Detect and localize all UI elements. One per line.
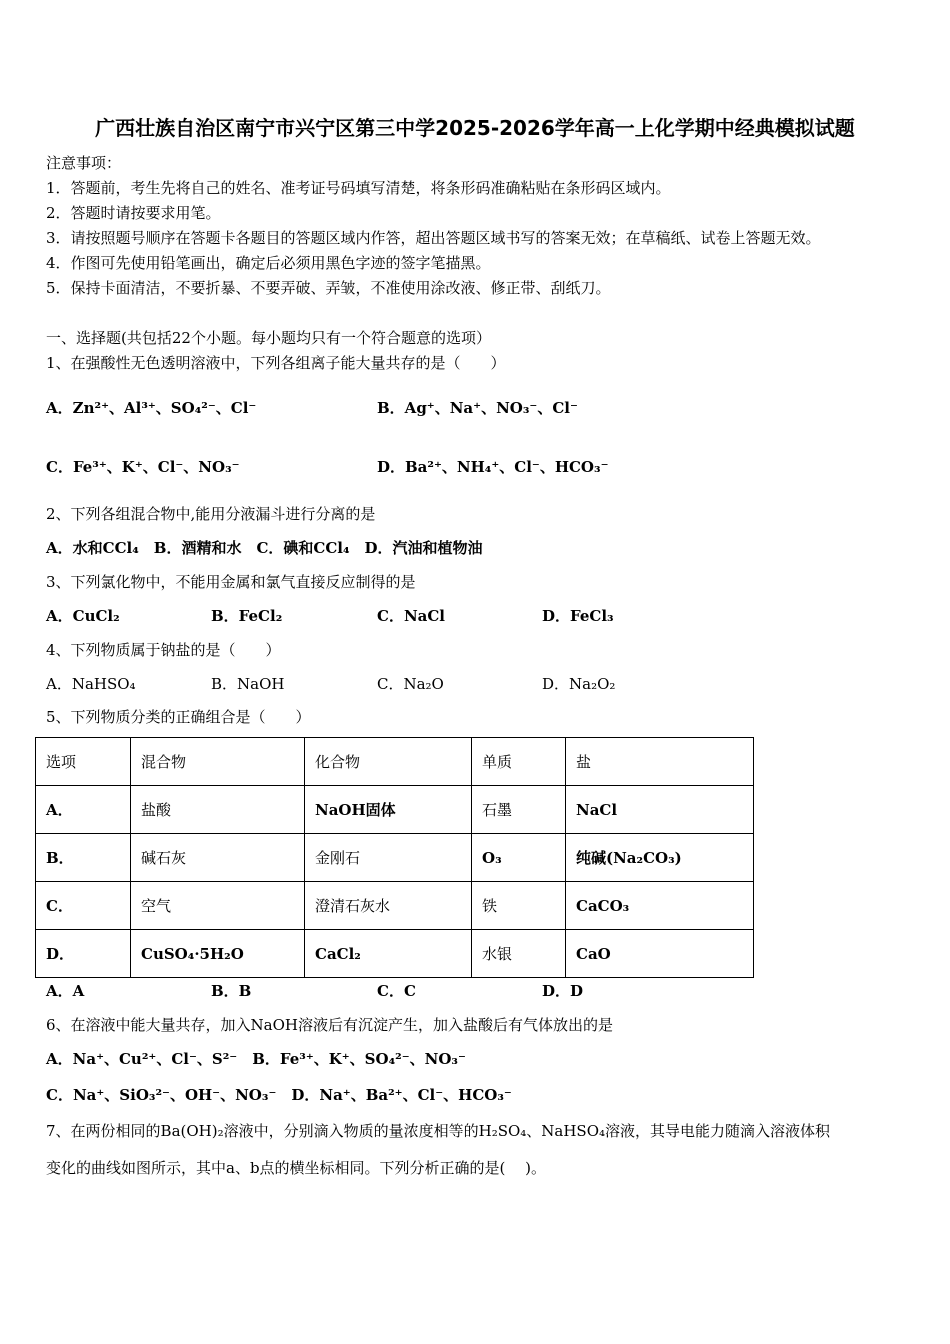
- table-cell: 金刚石: [305, 834, 472, 882]
- q2-stem: 2、下列各组混合物中,能用分液漏斗进行分离的是: [46, 505, 376, 523]
- table-cell: CaCl₂: [305, 930, 472, 978]
- q2-options: A．水和CCl₄ B．酒精和水 C．碘和CCl₄ D．汽油和植物油: [46, 539, 483, 557]
- q7-stem-cont: 变化的曲线如图所示，其中a、b点的横坐标相同。下列分析正确的是( )。: [46, 1159, 547, 1177]
- table-cell: 铁: [472, 882, 566, 930]
- q4-option-b: B．NaOH: [211, 675, 285, 693]
- q1-option-b: B．Ag⁺、Na⁺、NO₃⁻、Cl⁻: [377, 399, 578, 417]
- table-header: 化合物: [305, 738, 472, 786]
- table-header: 选项: [36, 738, 131, 786]
- table-row: [36, 882, 754, 930]
- q4-option-c: C．Na₂O: [377, 675, 444, 693]
- classification-table: [35, 737, 754, 978]
- q6-options-ab: A．Na⁺、Cu²⁺、Cl⁻、S²⁻ B．Fe³⁺、K⁺、SO₄²⁻、NO₃⁻: [46, 1050, 466, 1068]
- notice-heading: 注意事项：: [46, 154, 122, 172]
- table-cell: B．: [36, 834, 131, 882]
- table-cell: 盐酸: [131, 786, 305, 834]
- q1-option-d: D．Ba²⁺、NH₄⁺、Cl⁻、HCO₃⁻: [377, 458, 609, 476]
- table-cell: CuSO₄·5H₂O: [131, 930, 305, 978]
- q3-option-c: C．NaCl: [377, 607, 446, 625]
- table-cell: 碱石灰: [131, 834, 305, 882]
- page-title: 广西壮族自治区南宁市兴宁区第三中学2025-2026学年高一上化学期中经典模拟试题: [95, 116, 855, 140]
- table-cell: D．: [36, 930, 131, 978]
- q5-option-c: C．C: [377, 982, 416, 1000]
- table-cell: NaCl: [566, 786, 754, 834]
- notice-item: 5．保持卡面清洁，不要折暴、不要弄破、弄皱，不准使用涂改液、修正带、刮纸刀。: [46, 279, 611, 297]
- table-cell: 空气: [131, 882, 305, 930]
- table-cell: 纯碱(Na₂CO₃): [566, 834, 754, 882]
- table-header: 盐: [566, 738, 754, 786]
- q3-option-b: B．FeCl₂: [211, 607, 283, 625]
- section-heading: 一、选择题(共包括22个小题。每小题均只有一个符合题意的选项）: [46, 329, 491, 347]
- table-header: 单质: [472, 738, 566, 786]
- table-row: [36, 834, 754, 882]
- q4-option-d: D．Na₂O₂: [542, 675, 616, 693]
- q5-option-b: B．B: [211, 982, 252, 1000]
- q5-option-d: D．D: [542, 982, 584, 1000]
- notice-item: 2．答题时请按要求用笔。: [46, 204, 221, 222]
- table-cell: NaOH固体: [305, 786, 472, 834]
- q5-option-a: A．A: [46, 982, 85, 1000]
- table-header-row: [36, 738, 754, 786]
- notice-item: 1．答题前，考生先将自己的姓名、准考证号码填写清楚，将条形码准确粘贴在条形码区域内。: [46, 179, 671, 197]
- q1-option-a: A．Zn²⁺、Al³⁺、SO₄²⁻、Cl⁻: [46, 399, 257, 417]
- table-header: 混合物: [131, 738, 305, 786]
- table-cell: A．: [36, 786, 131, 834]
- q3-option-d: D．FeCl₃: [542, 607, 614, 625]
- q4-stem: 4、下列物质属于钠盐的是（ ）: [46, 641, 281, 659]
- q7-stem: 7、在两份相同的Ba(OH)₂溶液中，分别滴入物质的量浓度相等的H₂SO₄、NaHSO₄溶液，其导电能力随滴入溶液体积: [46, 1122, 831, 1140]
- q4-option-a: A．NaHSO₄: [46, 675, 136, 693]
- q6-stem: 6、在溶液中能大量共存，加入NaOH溶液后有沉淀产生，加入盐酸后有气体放出的是: [46, 1016, 613, 1034]
- table-cell: 石墨: [472, 786, 566, 834]
- q5-stem: 5、下列物质分类的正确组合是（ ）: [46, 708, 311, 726]
- table-cell: C．: [36, 882, 131, 930]
- table-cell: CaCO₃: [566, 882, 754, 930]
- table-row: [36, 930, 754, 978]
- table-cell: 澄清石灰水: [305, 882, 472, 930]
- notice-item: 4．作图可先使用铅笔画出，确定后必须用黑色字迹的签字笔描黑。: [46, 254, 491, 272]
- table-cell: CaO: [566, 930, 754, 978]
- q1-option-c: C．Fe³⁺、K⁺、Cl⁻、NO₃⁻: [46, 458, 240, 476]
- table-cell: O₃: [472, 834, 566, 882]
- notice-item: 3．请按照题号顺序在答题卡各题目的答题区域内作答，超出答题区域书写的答案无效；在草稿纸、试卷上答题无效。: [46, 229, 821, 247]
- q6-options-cd: C．Na⁺、SiO₃²⁻、OH⁻、NO₃⁻ D．Na⁺、Ba²⁺、Cl⁻、HCO₃⁻: [46, 1086, 512, 1104]
- table-cell: 水银: [472, 930, 566, 978]
- q1-stem: 1、在强酸性无色透明溶液中，下列各组离子能大量共存的是（ ）: [46, 354, 506, 372]
- q3-option-a: A．CuCl₂: [46, 607, 120, 625]
- q3-stem: 3、下列氯化物中，不能用金属和氯气直接反应制得的是: [46, 573, 416, 591]
- table-row: [36, 786, 754, 834]
